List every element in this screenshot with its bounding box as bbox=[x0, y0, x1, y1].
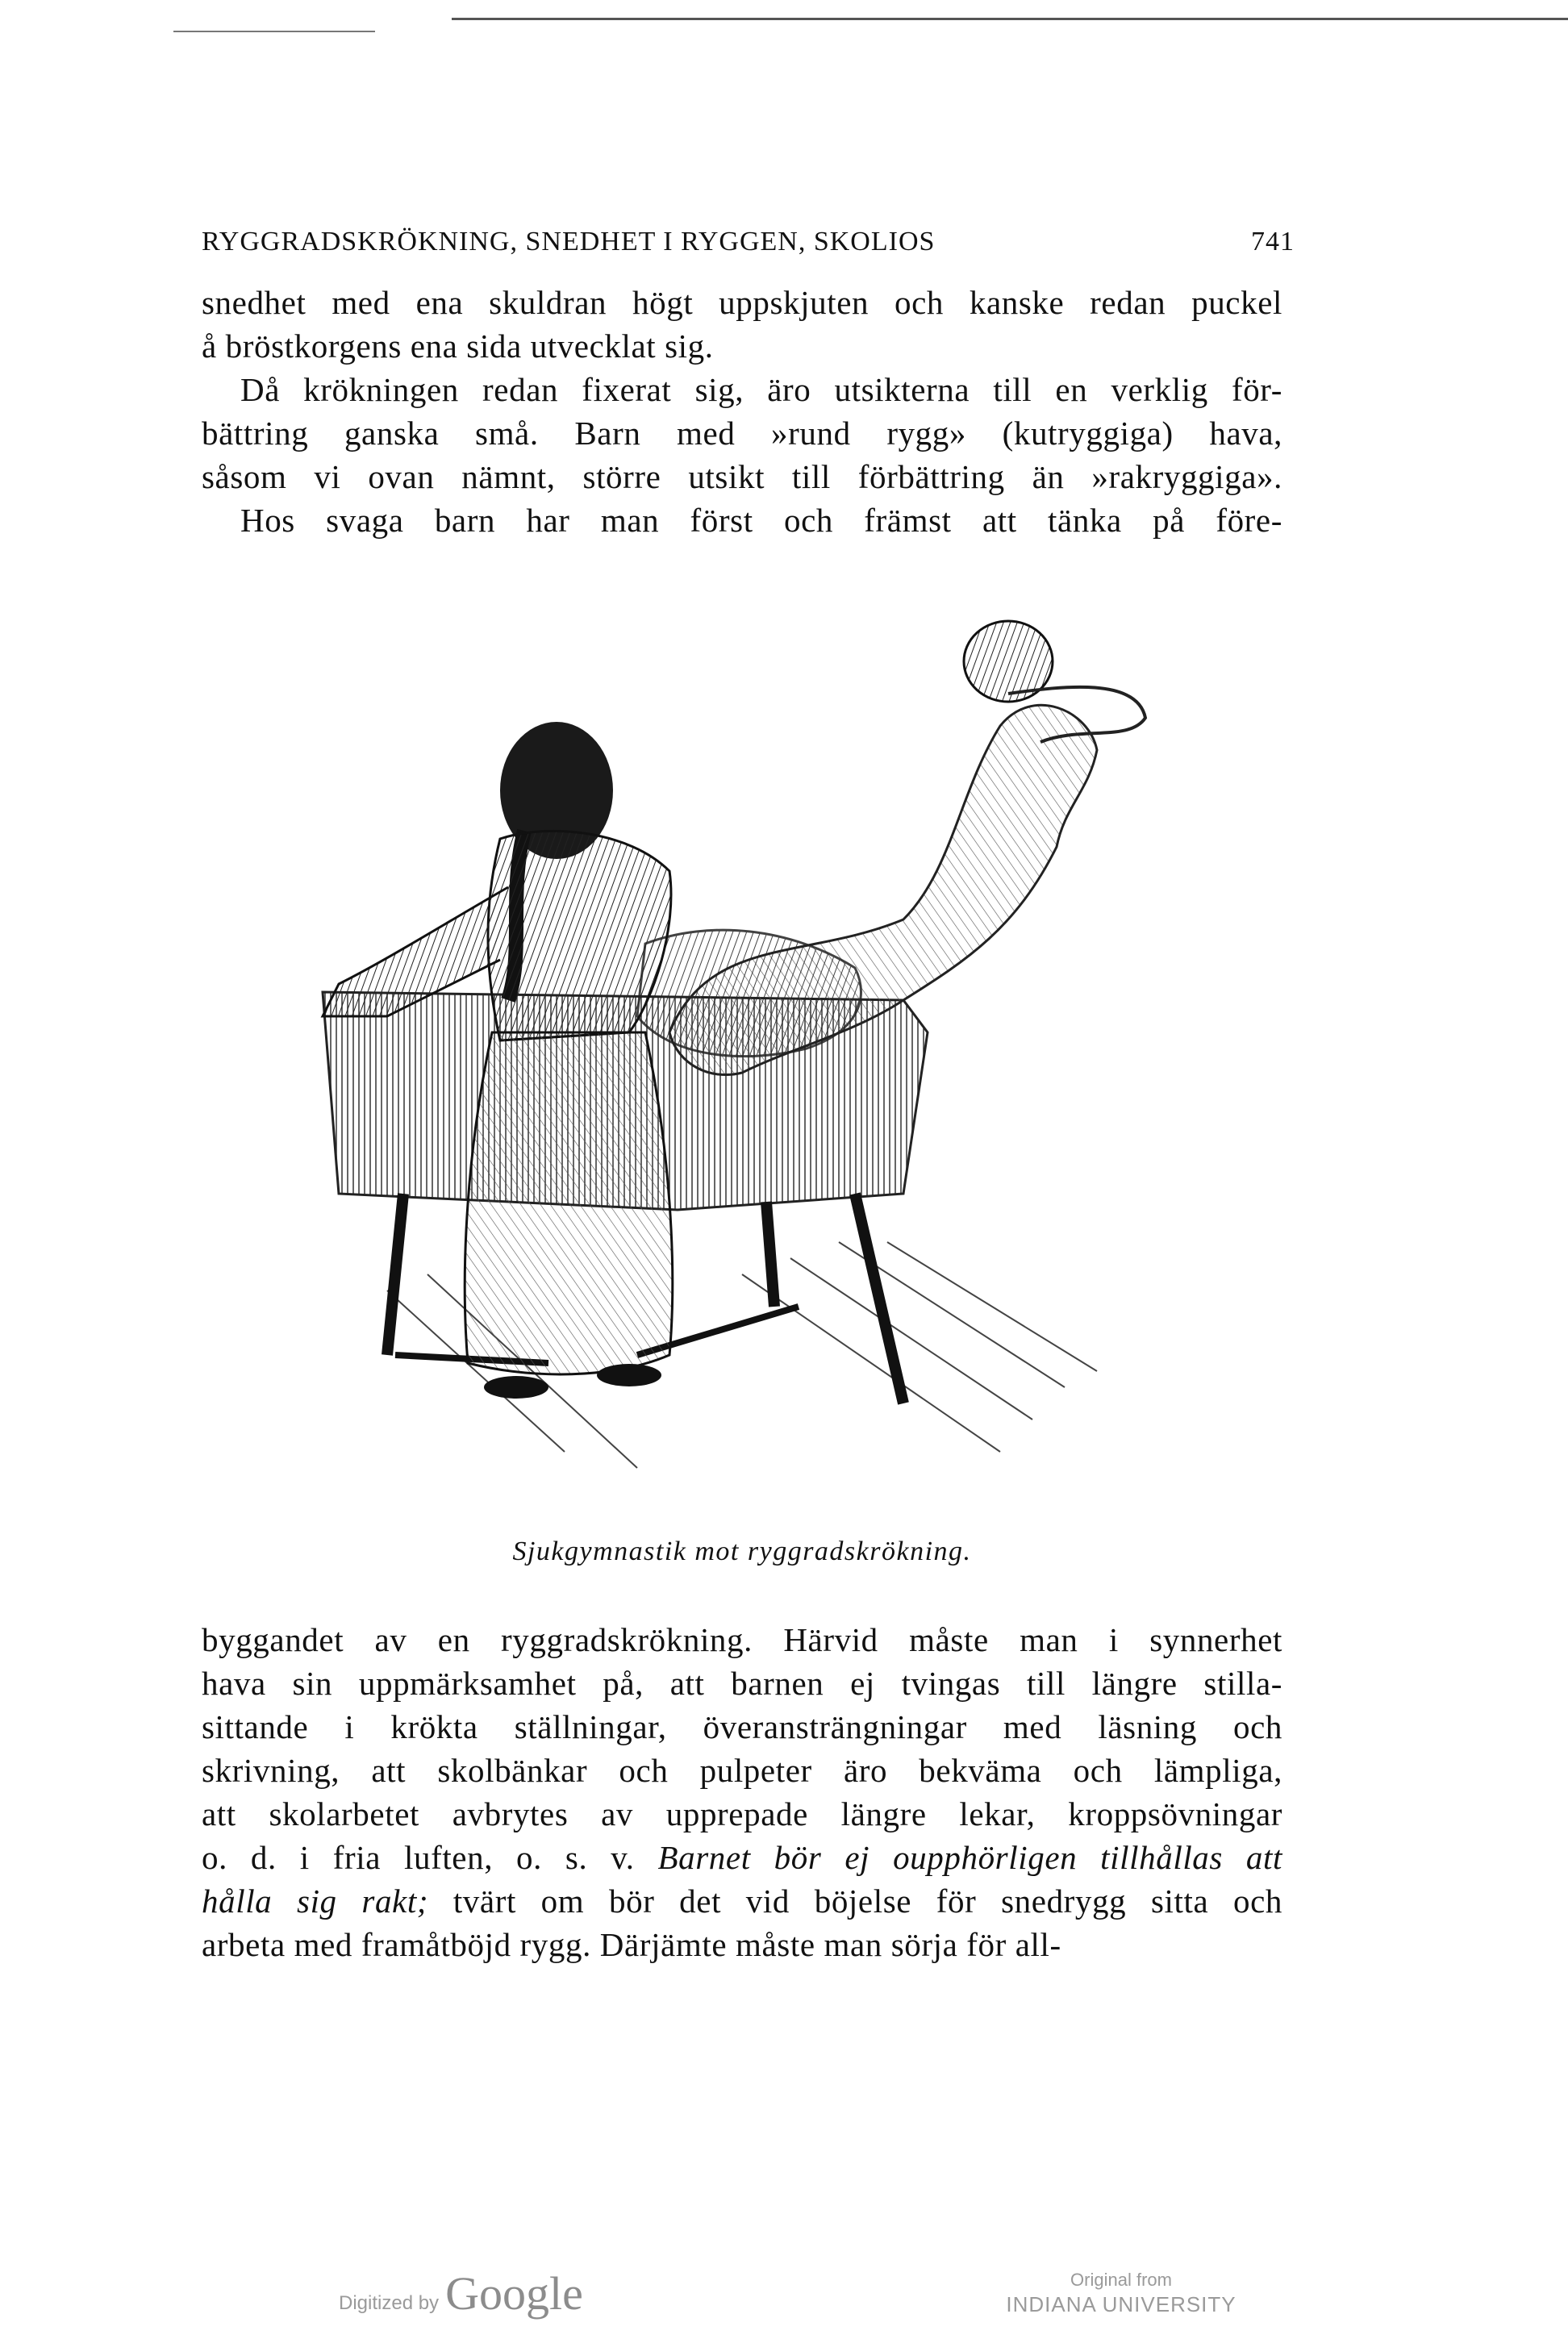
bottom-paragraph bbox=[202, 1618, 1282, 1966]
text-line: hava sin uppmärksamhet på, att barnen ej tvingas till längre stilla- bbox=[202, 1665, 1282, 1702]
institution-name: INDIANA UNIVERSITY bbox=[1006, 2292, 1236, 2316]
text-line: arbeta med framåtböjd rygg. Därjämte måste man sörja för all- bbox=[202, 1926, 1061, 1963]
top-paragraph bbox=[202, 281, 1282, 368]
engraving-illustration bbox=[290, 581, 1226, 1516]
original-from-watermark bbox=[1000, 2268, 1242, 2316]
text-line: såsom vi ovan nämnt, större utsikt till förbättring än »rakryggiga». bbox=[202, 458, 1282, 495]
text-line: skrivning, att skolbänkar och pulpeter äro bekväma och lämpliga, bbox=[202, 1752, 1282, 1789]
text-line-mixed bbox=[202, 1836, 1282, 1879]
plain-run: tvärt om bör det vid böjelse för snedrygg sitta och bbox=[428, 1882, 1282, 1920]
text-line: sittande i krökta ställningar, överansträngningar med läsning och bbox=[202, 1708, 1282, 1745]
text-line: Då krökningen redan fixerat sig, äro utsikterna till en verklig för- bbox=[240, 371, 1282, 408]
text-line: bättring ganska små. Barn med »rund rygg» (kutryggiga) hava, bbox=[202, 415, 1282, 452]
gymnast-torso bbox=[488, 831, 671, 1040]
text-line: å bröstkorgens ena sida utvecklat sig. bbox=[202, 327, 714, 365]
gymnast-skirt bbox=[465, 1032, 673, 1374]
second-paragraph bbox=[202, 368, 1282, 498]
text-line: snedhet med ena skuldran högt uppskjuten och kanske redan puckel bbox=[202, 284, 1282, 321]
digitized-by-label: Digitized by bbox=[339, 2292, 440, 2314]
google-logo: Google bbox=[445, 2267, 583, 2320]
original-from-label: Original from bbox=[1070, 2270, 1172, 2290]
text-line: Hos svaga barn har man först och främst att tänka på före- bbox=[240, 502, 1282, 539]
plain-run: o. d. i fria luften, o. s. v. bbox=[202, 1839, 658, 1876]
text-line-mixed bbox=[202, 1879, 1282, 1923]
running-head bbox=[202, 218, 1295, 266]
page-number: 741 bbox=[1251, 227, 1295, 256]
figure-caption: Sjukgymnastik mot ryggradskrökning. bbox=[512, 1536, 972, 1566]
digitized-by-watermark bbox=[339, 2266, 583, 2320]
top-scan-rule-right bbox=[452, 18, 1568, 20]
italic-run: Barnet bör ej oupphörligen tillhållas att bbox=[657, 1839, 1282, 1876]
top-scan-rule-left bbox=[173, 31, 375, 32]
running-title: RYGGRADSKRÖKNING, SNEDHET I RYGGEN, SKOLIOS bbox=[202, 227, 936, 256]
italic-run: hålla sig rakt; bbox=[202, 1882, 429, 1920]
text-line: att skolarbetet avbrytes av upprepade längre lekar, kroppsövningar bbox=[202, 1795, 1282, 1832]
third-paragraph bbox=[202, 498, 1282, 542]
text-line: byggandet av en ryggradskrökning. Härvid måste man i synnerhet bbox=[202, 1621, 1282, 1658]
